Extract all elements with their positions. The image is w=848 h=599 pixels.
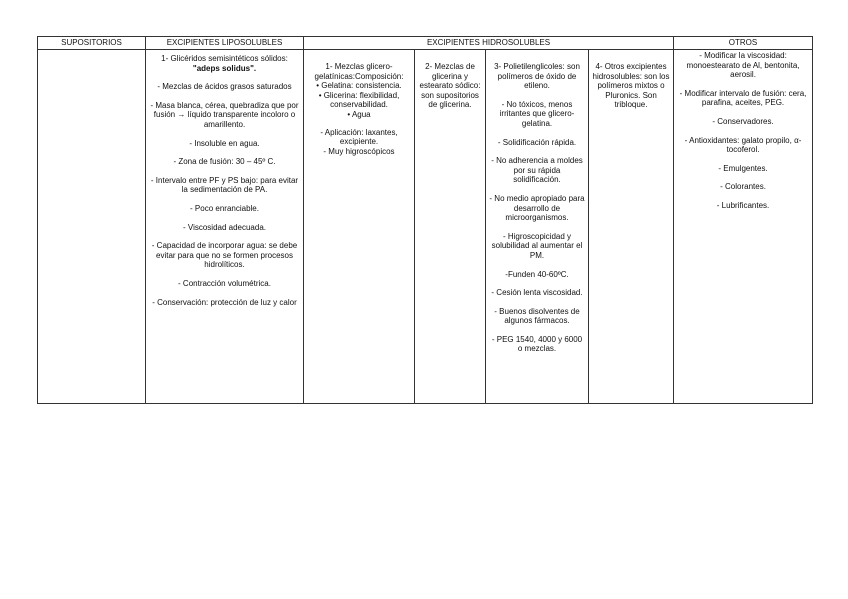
liposoluble-item-9: - Contracción volumétrica. xyxy=(178,278,271,288)
hidro3-item-5: - Higroscopicidad y solubilidad al aumentar el PM. xyxy=(491,231,583,260)
otros-item-1: - Modificar intervalo de fusión: cera, parafina, aceites, PEG. xyxy=(679,88,807,108)
liposoluble-item-10: - Conservación: protección de luz y calor xyxy=(152,297,297,307)
hidro1-line-2: • Glicerina: flexibilidad, conservabilidad. xyxy=(318,90,400,110)
hidro-col-polietilenglicoles xyxy=(486,50,589,404)
hidro4-text: 4- Otros excipientes hidrosolubles: son los polímeros mixtos o Pluronics. Son tribloque. xyxy=(592,62,670,110)
hidro1-line-4: - Aplicación: laxantes, excipiente. xyxy=(320,127,398,147)
liposoluble-item-5: - Intervalo entre PF y PS bajo: para evitar la sedimentación de PA. xyxy=(150,175,299,195)
header-liposolubles: EXCIPIENTES LIPOSOLUBLES xyxy=(146,37,304,50)
suppository-excipients-table xyxy=(37,36,813,404)
liposoluble-item-3: - Insoluble en agua. xyxy=(189,138,260,148)
otros-item-3: - Antioxidantes: galato propilo, α-tocoferol. xyxy=(684,135,802,155)
hidro1-line-1: • Gelatina: consistencia. xyxy=(316,81,402,91)
otros-item-0: - Modificar la viscosidad: monoestearato de Al, bentonita, aerosil. xyxy=(686,51,800,80)
hidro3-item-9: - PEG 1540, 4000 y 6000 o mezclas. xyxy=(491,334,583,354)
otros-item-2: - Conservadores. xyxy=(712,116,774,126)
hidro-col-glicerogelatinas xyxy=(304,50,415,404)
hidro1-line-3: • Agua xyxy=(347,109,371,119)
supositorios-cell xyxy=(38,50,146,404)
hidro-col-otros-hidrosolubles xyxy=(589,50,674,404)
liposoluble-item-1: - Mezclas de ácidos grasos saturados xyxy=(157,82,292,92)
liposoluble-item-0: 1- Glicéridos semisintéticos sólidos: "adeps solidus". xyxy=(161,54,288,73)
liposoluble-item-8: - Capacidad de incorporar agua: se debe evitar para que no se formen procesos hidrolíticos. xyxy=(151,241,298,270)
liposoluble-item-7: - Viscosidad adecuada. xyxy=(182,222,267,232)
hidro3-item-8: - Buenos disolventes de algunos fármacos. xyxy=(494,306,580,326)
liposolubles-cell xyxy=(146,50,304,404)
header-supositorios: SUPOSITORIOS xyxy=(38,37,146,50)
liposoluble-item-2: - Masa blanca, cérea, quebradiza que por fusión → líquido transparente incoloro o amarillento. xyxy=(150,100,299,129)
otros-item-4: - Emulgentes. xyxy=(718,163,768,173)
hidro3-item-7: - Cesión lenta viscosidad. xyxy=(491,288,583,298)
hidro3-item-3: - No adherencia a moldes por su rápida solidificación. xyxy=(491,156,583,185)
hidro2-text: 2- Mezclas de glicerina y estearato sódico: son supositorios de glicerina. xyxy=(419,62,481,110)
liposoluble-item-6: - Poco enranciable. xyxy=(190,203,259,213)
otros-item-5: - Colorantes. xyxy=(720,182,766,192)
hidro3-item-0: 3- Polietilenglicoles: son polímeros de óxido de etileno. xyxy=(494,62,580,91)
header-hidrosolubles: EXCIPIENTES HIDROSOLUBLES xyxy=(304,37,674,50)
otros-cell xyxy=(674,50,813,404)
liposoluble-item-4: - Zona de fusión: 30 – 45º C. xyxy=(173,157,276,167)
hidro3-item-4: - No medio apropiado para desarrollo de microorganismos. xyxy=(489,193,585,223)
header-otros: OTROS xyxy=(674,37,813,50)
header-row xyxy=(38,37,813,50)
hidro3-item-6: -Funden 40-60ºC. xyxy=(505,269,569,279)
hidro-col-glicerina-estearato xyxy=(415,50,486,404)
hidro3-item-1: - No tóxicos, menos irritantes que glicero-gelatina. xyxy=(499,99,575,128)
otros-item-6: - Lubrificantes. xyxy=(716,200,770,210)
content-row xyxy=(38,50,813,404)
hidro1-line-5: - Muy higroscópicos xyxy=(323,146,395,156)
hidro1-line-0: 1- Mezclas glicero-gelatínicas:Composición: xyxy=(314,62,404,81)
hidro3-item-2: - Solidificación rápida. xyxy=(497,137,577,147)
